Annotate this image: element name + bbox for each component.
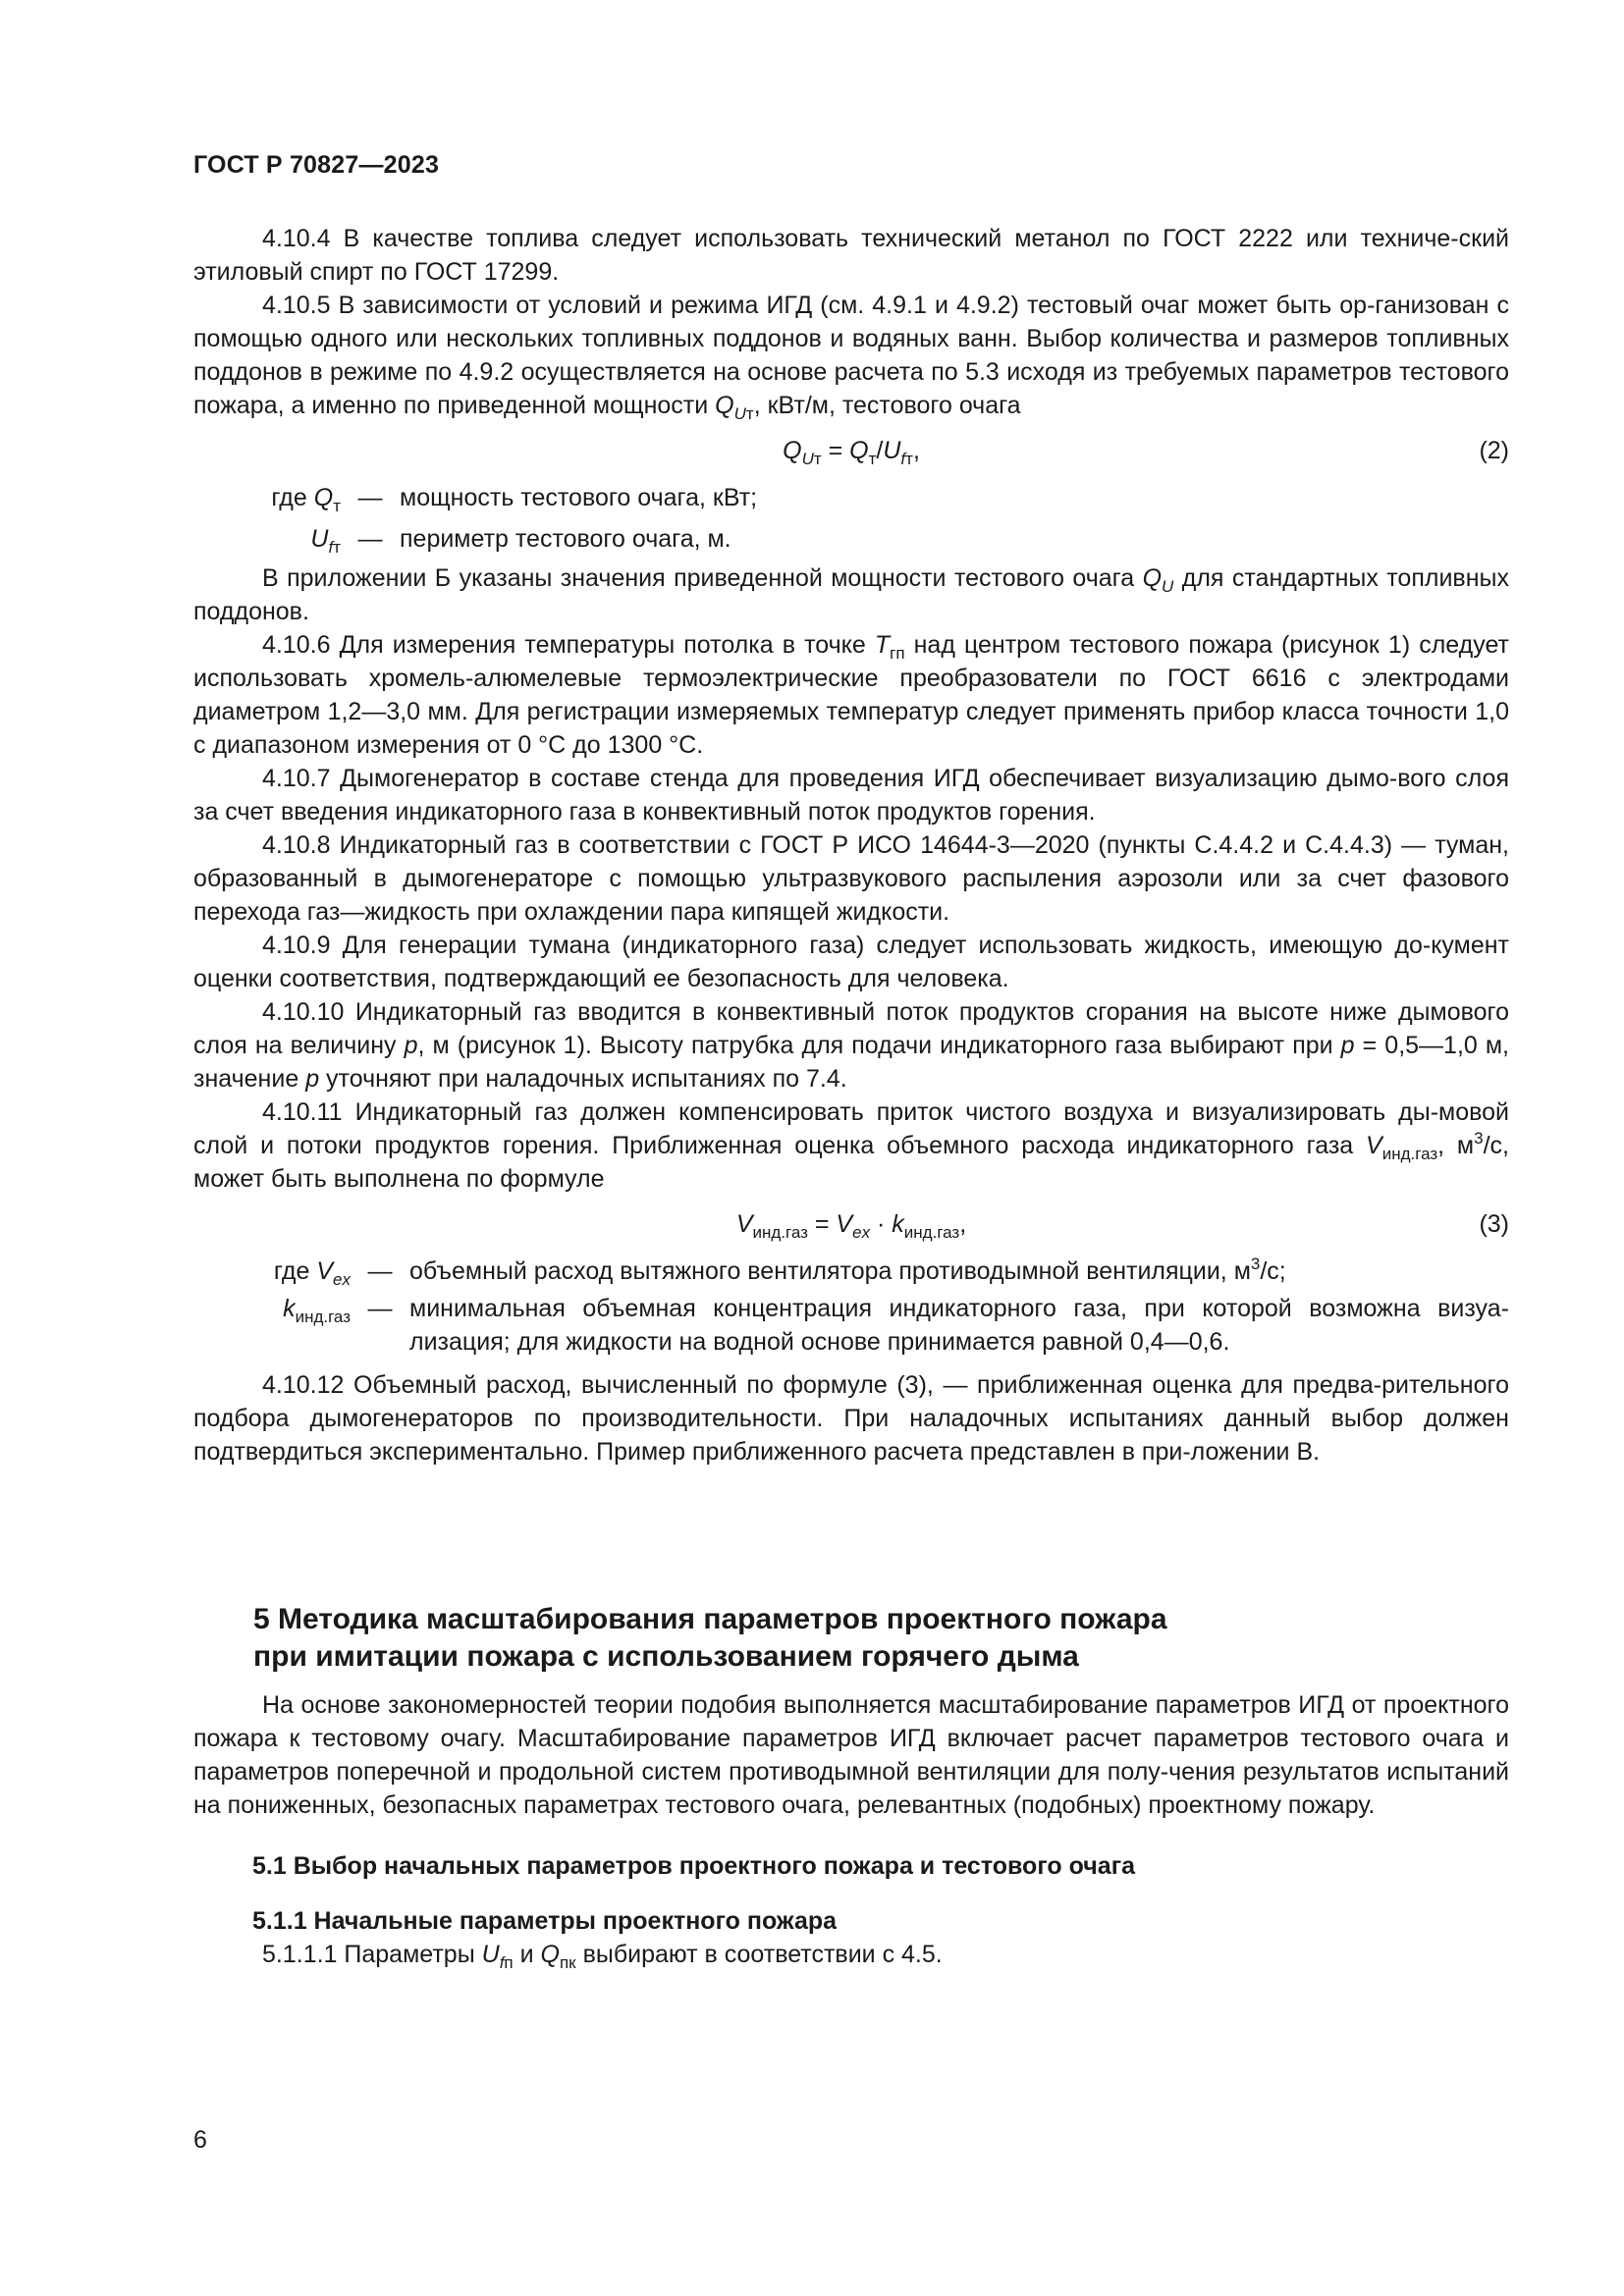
eq-operator: = [821, 437, 850, 464]
section-5-heading [253, 1601, 1167, 1676]
symbol-sub: т [745, 404, 754, 423]
paragraph-4-10-5-text: 4.10.5 В зависимости от условий и режима ИГД (см. 4.9.1 и 4.9.2) тестовый очаг может быть ор-ганизован с помощью одного или нескольких топливных поддонов и водяных ванн. Выбор количества и размеров топливных поддонов в режиме по 4.9.2 осуществляется на основе расчета по 5.3 исходя из требуемых параметров тестового пожара, а именно по приведенной мощности [193, 292, 1509, 419]
eq-sub: т [905, 450, 913, 468]
where-term [193, 1255, 351, 1288]
paragraph-4-10-12: 4.10.12 Объемный расход, вычисленный по формуле (3), — приближенная оценка для предва-рительного подбора дымогенераторов по производительности. При наладочных испытаниях данный выбор должен подтвердиться экспериментально. Пример приближенного расчета представлен в при-ложении В. [193, 1371, 1509, 1466]
paragraph-text: 4.10.11 Индикаторный газ должен компенсировать приток чистого воздуха и визуализировать ды-мовой слой и потоки продуктов горения. Приближенная оценка объемного расхода индикаторного газа [193, 1098, 1509, 1159]
paragraph-4-10-10 [193, 995, 1509, 1095]
symbol-sub: инд.газ [1381, 1145, 1438, 1163]
eq-symbol: U [883, 437, 901, 464]
symbol-p: p [1340, 1032, 1355, 1059]
where-definition: мощность тестового очага, кВт; [400, 484, 758, 511]
equation-2-number: (2) [1479, 437, 1509, 464]
eq-punct: , [912, 437, 920, 464]
paragraph-text: 5.1.1.1 Параметры [262, 1941, 475, 1968]
symbol-q: Q [715, 392, 734, 419]
paragraph-4-10-7: 4.10.7 Дымогенератор в составе стенда для проведения ИГД обеспечивает визуализацию дымо-вого слоя за счет введения индикаторного газа в конвективный поток продуктов горения. [193, 765, 1509, 826]
paragraph-4-10-4: 4.10.4 В качестве топлива следует использовать технический метанол по ГОСТ 2222 или техниче-ский этиловый спирт по ГОСТ 17299. [193, 225, 1509, 286]
section-5-heading-line: при имитации пожара с использованием горячего дыма [253, 1640, 1079, 1673]
eq-symbol: Q [849, 437, 869, 464]
paragraph-5-1-1-1 [193, 1938, 1509, 1971]
where-definition: периметр тестового очага, м. [400, 525, 731, 553]
where-sub: т [333, 538, 341, 557]
document-code-header: ГОСТ Р 70827—2023 [193, 151, 440, 179]
eq-sub: т [868, 450, 877, 468]
eq-operator: / [876, 437, 884, 464]
paragraph-text: 4.10.6 Для измерения температуры потолка в точке [262, 631, 866, 659]
where-prefix: где [273, 1257, 317, 1285]
symbol-sub: U [733, 404, 746, 423]
symbol-sub: гп [890, 644, 905, 663]
paragraph-tail: для стандартных топливных поддонов. [193, 564, 1509, 625]
subsection-5-1-title: 5.1 Выбор начальных параметров проектного пожара и тестового очага [252, 1852, 1136, 1880]
symbol-q: Q [1142, 564, 1163, 592]
where-dash: — [357, 525, 383, 553]
symbol-v: V [1366, 1132, 1382, 1159]
where-symbol: V [316, 1257, 334, 1285]
equation-2 [193, 434, 1509, 471]
paragraph-text: над центром тестового пожара (рисунок 1) следует использовать хромель-алюмелевые термоэлектрические преобразователи по ГОСТ 6616 с электродами диаметром 1,2—3,0 мм. Для регистрации измеряемых температур следует применять прибор класса точности 1,0 с диапазоном измерения от 0 °С до 1300 °С. [193, 631, 1509, 759]
body-upper [193, 222, 1509, 1468]
paragraph-4-10-6 [193, 628, 1509, 762]
where-symbol: k [283, 1295, 296, 1322]
paragraph-text: 4.10.10 Индикаторный газ вводится в конвективный поток продуктов сгорания на высоте ниже дымового слоя на величину [193, 998, 1509, 1059]
where-term [193, 1292, 351, 1359]
paragraph-4-10-9: 4.10.9 Для генерации тумана (индикаторного газа) следует использовать жидкость, имеющую до-кумент оценки соответствия, подтверждающий ее безопасность для человека. [193, 932, 1509, 992]
where-sub: т [333, 497, 341, 515]
paragraph-4-10-8: 4.10.8 Индикаторный газ в соответствии с ГОСТ Р ИСО 14644-3—2020 (пункты С.4.4.2 и С.4.4.3) — туман, образованный в дымогенераторе с помощью ультразвукового распыления аэрозоли или за счет фазового перехода газ—жидкость при охлаждении пара кипящей жидкости. [193, 831, 1509, 926]
eq-sub: U [801, 450, 814, 468]
paragraph-text: выбирают в соответствии с 4.5. [575, 1941, 943, 1968]
symbol-sub: U [1162, 577, 1174, 596]
paragraph-text: уточняют при наладочных испытаниях по 7.4. [319, 1065, 847, 1093]
where-prefix: где [271, 484, 314, 511]
paragraph-appendix-b [193, 561, 1509, 628]
eq-sub: ex [852, 1223, 871, 1242]
where-sup: 3 [1250, 1255, 1261, 1273]
where-symbol: Q [313, 484, 334, 511]
where-dash: — [357, 484, 383, 511]
equation-3-number: (3) [1479, 1210, 1509, 1238]
eq-sub: т [813, 450, 822, 468]
where-dash: — [367, 1295, 393, 1322]
symbol-t: T [874, 631, 891, 659]
eq-operator: = [807, 1210, 837, 1238]
where-sub: f [328, 538, 334, 557]
paragraph-text: = 0,5—1,0 м, значение [193, 1032, 1509, 1093]
where-row [193, 1255, 1509, 1288]
where-definition [409, 1255, 1509, 1288]
equation-3 [193, 1207, 1509, 1245]
where-symbol: U [310, 525, 329, 553]
paragraph-text: , м (рисунок 1). Высоту патрубка для подачи индикаторного газа выбирают при [417, 1032, 1333, 1059]
eq-symbol: V [836, 1210, 853, 1238]
symbol-u: U [481, 1941, 500, 1968]
where-row [193, 481, 1509, 514]
where-sub: инд.газ [295, 1308, 351, 1326]
where-term [193, 481, 341, 514]
paragraph-4-10-5-tail: , кВт/м, тестового очага [753, 392, 1021, 419]
paragraph-4-10-5 [193, 289, 1509, 422]
where-def-text: /с; [1260, 1257, 1286, 1285]
symbol-p: p [404, 1032, 418, 1059]
equation-2-formula [193, 434, 1509, 467]
symbol-sub: пк [559, 1953, 576, 1972]
page-number: 6 [193, 2126, 207, 2154]
eq-sub: f [900, 450, 906, 468]
subsection-5-1-1-title: 5.1.1 Начальные параметры проектного пожара [252, 1907, 838, 1935]
paragraph-text: /с, может быть выполнена по формуле [193, 1132, 1509, 1193]
where-sub: ex [333, 1270, 351, 1289]
paragraph-text: , м [1437, 1132, 1475, 1159]
body-lower [193, 1688, 1509, 1971]
eq-sub: инд.газ [752, 1223, 808, 1242]
where-row [193, 522, 1509, 556]
eq-symbol: V [735, 1210, 753, 1238]
symbol-p: p [305, 1065, 320, 1093]
symbol-sub: f [499, 1953, 505, 1972]
where-row [193, 1292, 1509, 1359]
section-5-heading-line: 5 Методика масштабирования параметров проектного пожара [253, 1603, 1167, 1635]
paragraph-4-10-11 [193, 1095, 1509, 1196]
eq-symbol: k [892, 1210, 904, 1238]
section-5-intro: На основе закономерностей теории подобия выполняется масштабирование параметров ИГД от проектного пожара к тестовому очагу. Масштабирование параметров ИГД включает расчет параметров тестового очага и параметров поперечной и продольной систем противодымной вентиляции для полу-чения результатов испытаний на пониженных, безопасных параметрах тестового очага, релевантных (подобных) проектному пожару. [193, 1691, 1509, 1819]
where-dash: — [367, 1257, 393, 1285]
symbol-sup: 3 [1474, 1129, 1484, 1148]
eq-sub: инд.газ [903, 1223, 960, 1242]
where-term [193, 522, 341, 556]
where-def-text: объемный расход вытяжного вентилятора противодымной вентиляции, м [409, 1257, 1251, 1285]
where-definition: минимальная объемная концентрация индикаторного газа, при которой возможна визуа-лизация; для жидкости на водной основе принимается равной 0,4—0,6. [409, 1295, 1509, 1356]
equation-3-formula [193, 1207, 1509, 1241]
eq-symbol: Q [783, 437, 802, 464]
eq-operator: · [870, 1210, 893, 1238]
eq-punct: , [959, 1210, 967, 1238]
paragraph-text: В приложении Б указаны значения приведенной мощности тестового очага [262, 564, 1135, 592]
symbol-sub: п [504, 1953, 514, 1972]
paragraph-text: и [513, 1941, 534, 1968]
symbol-q: Q [540, 1941, 560, 1968]
